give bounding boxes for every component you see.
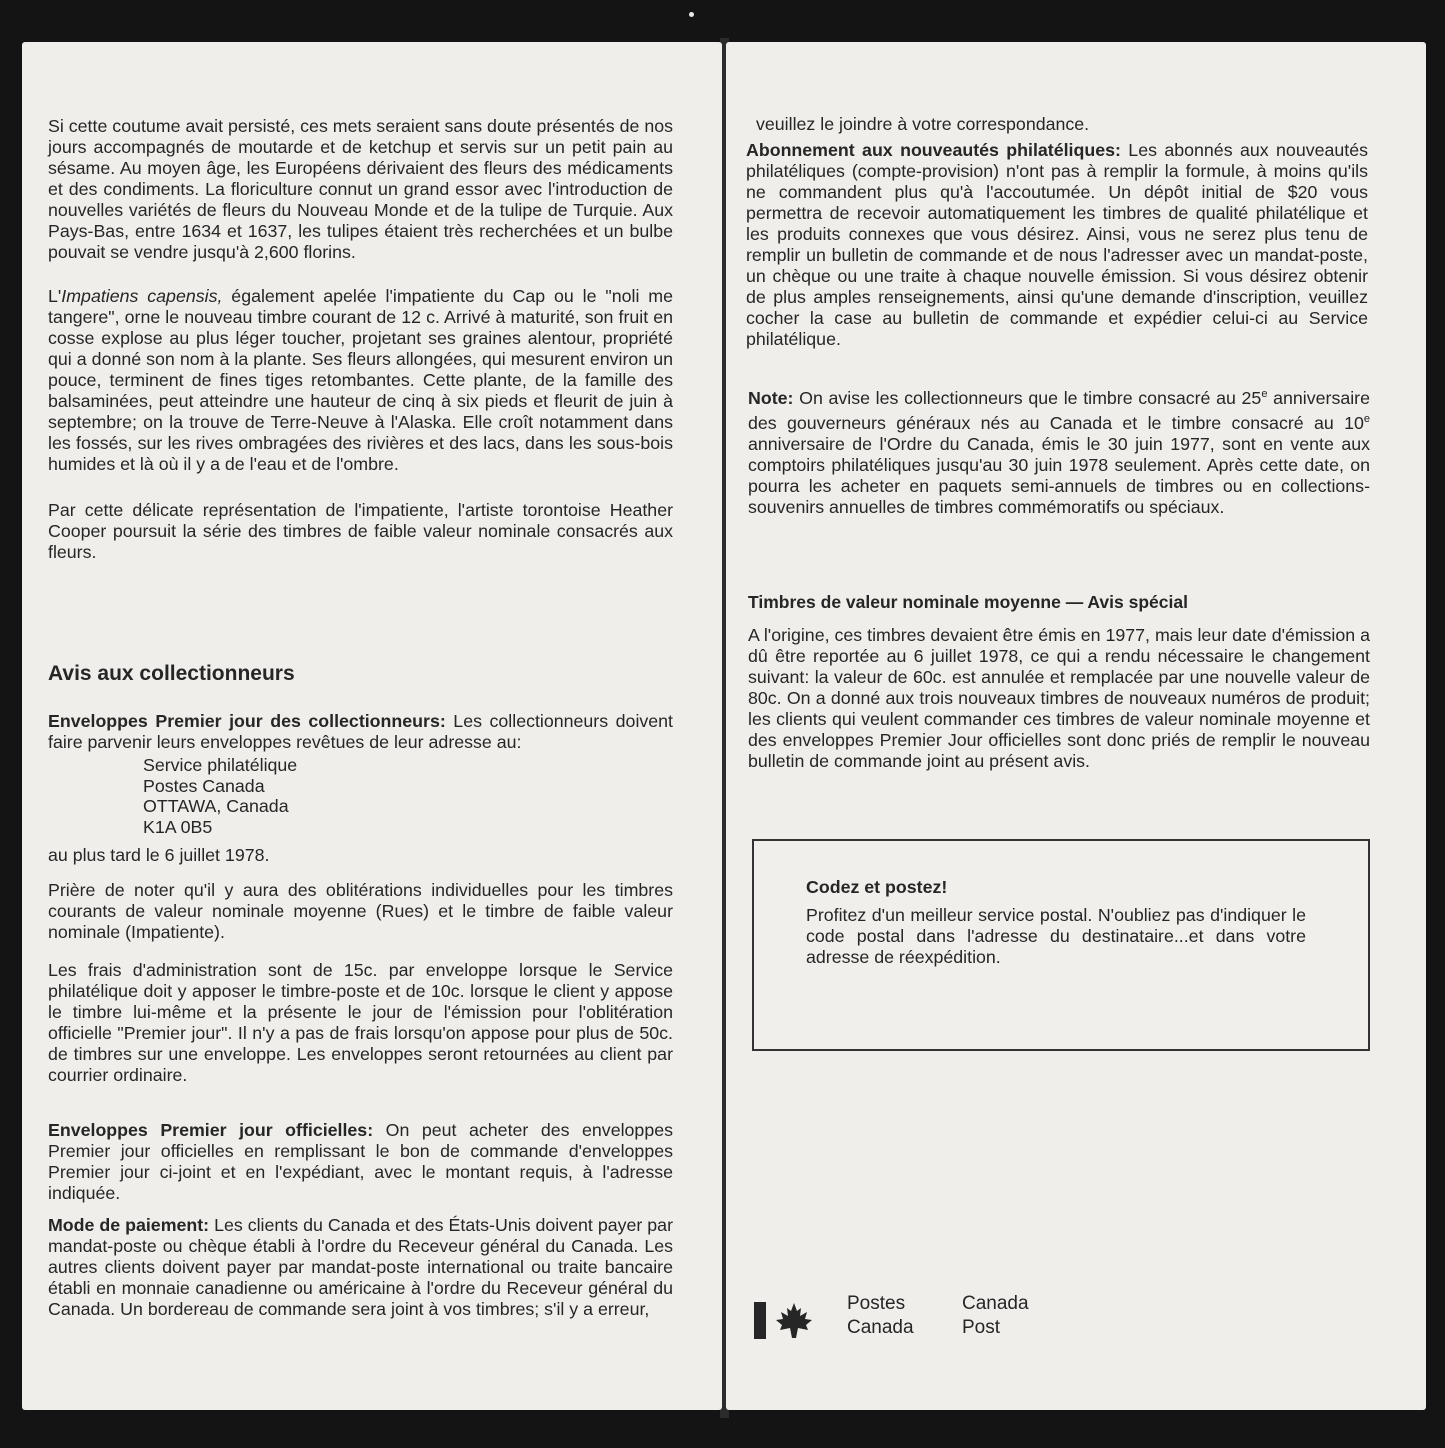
subscription-text: Les abonnés aux nouveautés philatéliques (compte-provision) n'ont pas à remplir la formule, à moins qu'ils ne commandent plus qu'à l'accoutumée. Un dépôt initial de $20 vous permettra de recevoir automatiquement les timbres de qualité philatélique et les produits connexes que vous désirez. Ainsi, vous ne serez plus tenu de remplir un bulletin de commande et de nous l'adresser avec un mandat-poste, un chèque ou une traite à chaque nouvelle émission. Si vous désirez obtenir de plus amples renseignements, ainsi qu'une demande d'inscription, veuillez cocher la case au bulletin de commande et expédier celui-ci au Service philatélique. [746, 140, 1368, 349]
maple-leaf-icon [774, 1302, 814, 1340]
payment-lead: Mode de paiement: [48, 1215, 210, 1235]
impatiens-latin-name: Impatiens capensis, [61, 286, 223, 306]
payment-text: Les clients du Canada et des États-Unis doivent payer par mandat-poste ou chèque établi à l'ordre du Receveur général du Canada. Les autres clients doivent payer par mandat-poste international ou traite bancaire établi en monnaie canadienne ou américaine à l'ordre du Receveur général du Canada. Un bordereau de commande sera joint à vos timbres; s'il y a erreur, [48, 1215, 673, 1319]
official-envelopes-lead: Enveloppes Premier jour officielles: [48, 1120, 374, 1140]
box-title: Codez et postez! [806, 877, 948, 897]
subscription-lead: Abonnement aux nouveautés philatéliques: [746, 140, 1121, 160]
address-line: OTTAWA, Canada [143, 796, 289, 816]
paragraph-official-envelopes [48, 1120, 673, 1204]
paragraph-artist: Par cette délicate représentation de l'impatiente, l'artiste torontoise Heather Cooper poursuit la série des timbres de faible valeur nominale consacrés aux fleurs. [48, 500, 673, 562]
continuation-text: veuillez le joindre à votre correspondance. [756, 114, 1090, 134]
collector-envelopes-lead: Enveloppes Premier jour des collectionneurs: [48, 711, 446, 731]
logo-word: Post [962, 1317, 1001, 1338]
logo-word: Postes [847, 1293, 906, 1314]
note-lead: Note: [748, 387, 794, 408]
deadline-text: au plus tard le 6 juillet 1978. [48, 845, 270, 865]
box-text: Profitez d'un meilleur service postal. N'oubliez pas d'indiquer le code postal dans l'adresse du destinataire...et dans votre adresse de réexpédition. [806, 905, 1306, 967]
address-line: Service philatélique [143, 755, 298, 775]
logo-text-french [847, 1292, 914, 1340]
paragraph-collector-envelopes [48, 711, 673, 753]
note-text: anniversaire des gouverneurs généraux nés au Canada et le timbre consacré au 10 [748, 387, 1370, 433]
section-heading-special-notice: Timbres de valeur nominale moyenne — Avis spécial [748, 592, 1188, 612]
paragraph-tulips: Si cette coutume avait persisté, ces mets seraient sans doute présentés de nos jours accompagnés de moutarde et de ketchup et servis sur un petit pain au sésame. Au moyen âge, les Européens dérivaient des fleurs des médicaments et des condiments. La floriculture connut un grand essor avec l'introduction de nouvelles variétés de fleurs du Nouveau Monde et de la tulipe de Turquie. Aux Pays-Bas, entre 1634 et 1637, les tulipes étaient très recherchées et un bulbe pouvait se vendre jusqu'à 2,600 florins. [48, 116, 673, 262]
note-text: anniversaire de l'Ordre du Canada, émis le 30 juin 1977, sont en vente aux comptoirs philatéliques jusqu'au 30 juin 1978 seulement. Après cette date, on pourra les acheter en paquets semi-annuels de timbres ou en collections-souvenirs annuelles de timbres commémoratifs ou spéciaux. [748, 433, 1370, 517]
postal-code-box [752, 839, 1370, 1051]
mailing-address [143, 755, 297, 837]
section-heading-collectors: Avis aux collectionneurs [48, 662, 295, 685]
left-page [22, 42, 722, 1410]
paragraph-payment [48, 1215, 673, 1320]
collector-envelopes-text: Les collectionneurs doivent faire parvenir leurs enveloppes revêtues de leur adresse au: [48, 711, 674, 752]
impatiens-text: également apelée l'impatiente du Cap ou le "noli me tangere", orne le nouveau timbre courant de 12 c. Arrivé à maturité, son fruit en cosse explose au plus léger toucher, projetant ses graines alentour, propriété qui a donné son nom à la plante. Ses fleurs allongées, qui mesurent environ un pouce, terminent de fines tiges retombantes. Cette plante, de la famille des balsaminées, peut atteindre une hauteur de cinq à six pieds et fleurit de juin à septembre; on la trouve de Terre-Neuve à l'Alaska. Elle croît notamment dans les fossés, sur les rives ombragées des rivières et des lacs, dans les sous-bois humides et là où il y a de l'eau et de l'ombre. [48, 286, 673, 474]
canada-flag-bar-icon [754, 1302, 766, 1339]
official-envelopes-text: On peut acheter des enveloppes Premier jour officielles en remplissant le bon de commande d'enveloppes Premier jour ci-joint et en l'expédiant, avec le montant requis, à l'adresse indiquée. [48, 1120, 673, 1203]
paragraph-obliterations: Prière de noter qu'il y aura des oblitérations individuelles pour les timbres courants de valeur nominale moyenne (Rues) et le timbre de faible valeur nominale (Impatiente). [48, 880, 673, 942]
paragraph-fees: Les frais d'administration sont de 15c. par enveloppe lorsque le Service philatélique doit y apposer le timbre-poste et de 10c. lorsque le client y appose le timbre lui-même et la présente le jour de l'émission pour l'oblitération officielle "Premier jour". Il n'y a pas de frais lorsqu'on appose pour plus de 50c. de timbres sur une enveloppe. Les enveloppes seront retournées au client par courrier ordinaire. [48, 960, 673, 1085]
address-line: Postes Canada [143, 775, 265, 796]
paragraph-note [748, 384, 1370, 518]
address-line: K1A 0B5 [143, 816, 213, 837]
logo-word: Canada [962, 1293, 1029, 1314]
paragraph-subscription [746, 140, 1368, 350]
logo-word: Canada [847, 1317, 914, 1338]
speck [689, 12, 694, 17]
impatiens-prefix: L' [48, 286, 62, 306]
logo-text-english [962, 1292, 1029, 1340]
superscript: e [1363, 412, 1370, 425]
right-page [726, 42, 1426, 1410]
paragraph-impatiens [48, 286, 673, 475]
paragraph-special-notice: A l'origine, ces timbres devaient être émis en 1977, mais leur date d'émission a dû être reportée au 6 juillet 1978, ce qui a rendu nécessaire le changement suivant: la valeur de 60c. est annulée et remplacée par une nouvelle valeur de 80c. On a donné aux trois nouveaux timbres de nouveaux numéros de produit; les clients qui veulent commander ces timbres de valeur nominale moyenne et des enveloppes Premier Jour officielles sont donc priés de remplir le nouveau bulletin de commande joint au présent avis. [748, 625, 1370, 771]
note-text: On avise les collectionneurs que le timbre consacré au 25 [793, 387, 1262, 408]
superscript: e [1261, 388, 1268, 400]
